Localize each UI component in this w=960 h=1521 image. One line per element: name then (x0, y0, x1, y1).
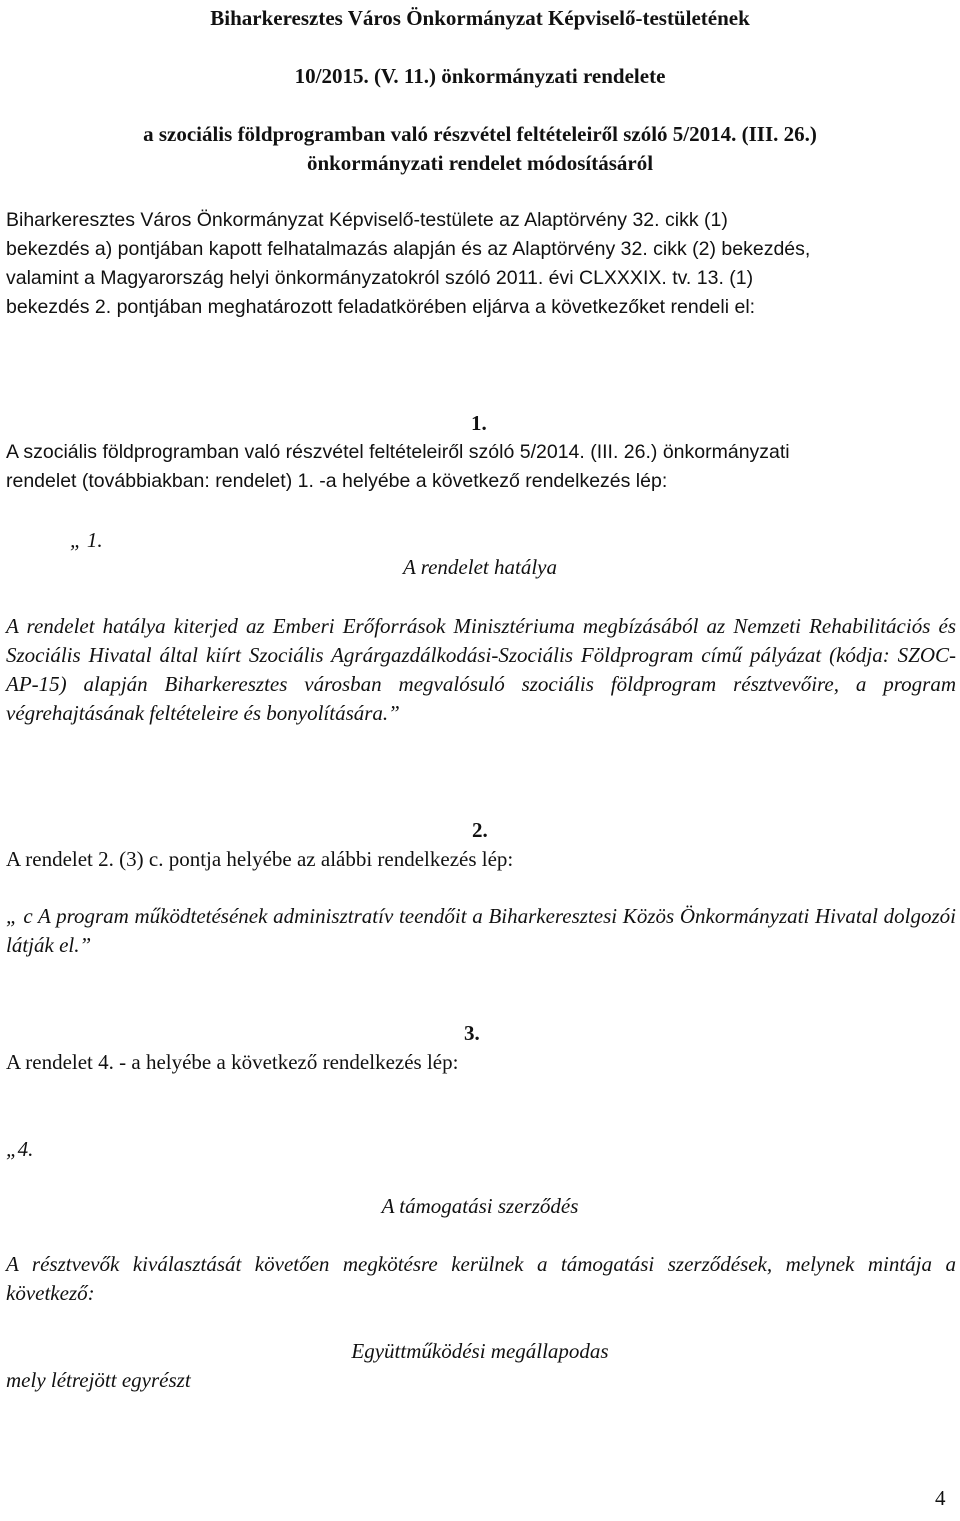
quoted-section-2-text: „ c A program működtetésének adminisztratív teendőit a Biharkeresztesi Közös Önkormányzati Hivatal dolgozói látják el.” (6, 904, 956, 957)
quoted-section-4-number: „4. (6, 1137, 34, 1161)
preamble-line-2: bekezdés a) pontjában kapott felhatalmazás alapján és az Alaptörvény 32. cikk (2) bekezdés, (6, 238, 811, 260)
section-2-line-1: A rendelet 2. (3) c. pontja helyébe az alábbi rendelkezés lép: (6, 847, 514, 871)
regulation-title-line-2: önkormányzati rendelet módosításáról (306, 151, 654, 175)
regulation-number: 10/2015. (V. 11.) önkormányzati rendelete (294, 64, 666, 88)
quoted-section-4-text: A résztvevők kiválasztását követően megkötésre kerülnek a támogatási szerződések, melynek mintája a következő: (6, 1252, 956, 1305)
regulation-title-line-1: a szociális földprogramban való részvétel feltételeiről szóló 5/2014. (III. 26.) (143, 122, 817, 146)
page-number: 4 (935, 1486, 946, 1510)
preamble-line-3: valamint a Magyarország helyi önkormányzatokról szóló 2011. évi CLXXXIX. tv. 13. (1) (6, 267, 754, 289)
section-1-line-2: rendelet (továbbiakban: rendelet) 1. -a helyébe a következő rendelkezés lép: (6, 470, 668, 492)
quoted-section-4-title: A támogatási szerződés (381, 1194, 579, 1218)
preamble-line-4: bekezdés 2. pontjában meghatározott feladatkörében eljárva a következőket rendeli el: (6, 296, 756, 318)
quoted-section-1-text: A rendelet hatálya kiterjed az Emberi Erőforrások Minisztériuma megbízásából az Nemzeti Rehabilitációs és Szociális Hivatal által kiírt Szociális Agrárgazdálkodási-Szociális Földprogram című pályázat (kódja: SZOC-AP-15) alapján Biharkeresztes városban megvalósuló szociális földprogram résztvevőire, a program végrehajtásának feltételeire és bonyolítására.” (6, 614, 956, 725)
quoted-section-1-number: „ 1. (70, 528, 103, 552)
section-3-heading: 3. (464, 1021, 480, 1045)
section-2-heading: 2. (472, 818, 488, 842)
agreement-opening-line: mely létrejött egyrészt (6, 1368, 191, 1392)
section-1-heading: 1. (471, 411, 487, 435)
agreement-title: Együttműködési megállapodas (351, 1339, 609, 1363)
preamble-line-1: Biharkeresztes Város Önkormányzat Képviselő-testülete az Alaptörvény 32. cikk (1) (6, 209, 728, 231)
quoted-section-1-title: A rendelet hatálya (403, 555, 557, 579)
section-1-line-1: A szociális földprogramban való részvétel feltételeiről szóló 5/2014. (III. 26.) önkormányzati (6, 441, 790, 463)
section-3-line-1: A rendelet 4. - a helyébe a következő rendelkezés lép: (6, 1050, 459, 1074)
document-issuer: Biharkeresztes Város Önkormányzat Képviselő-testületének (210, 6, 750, 30)
